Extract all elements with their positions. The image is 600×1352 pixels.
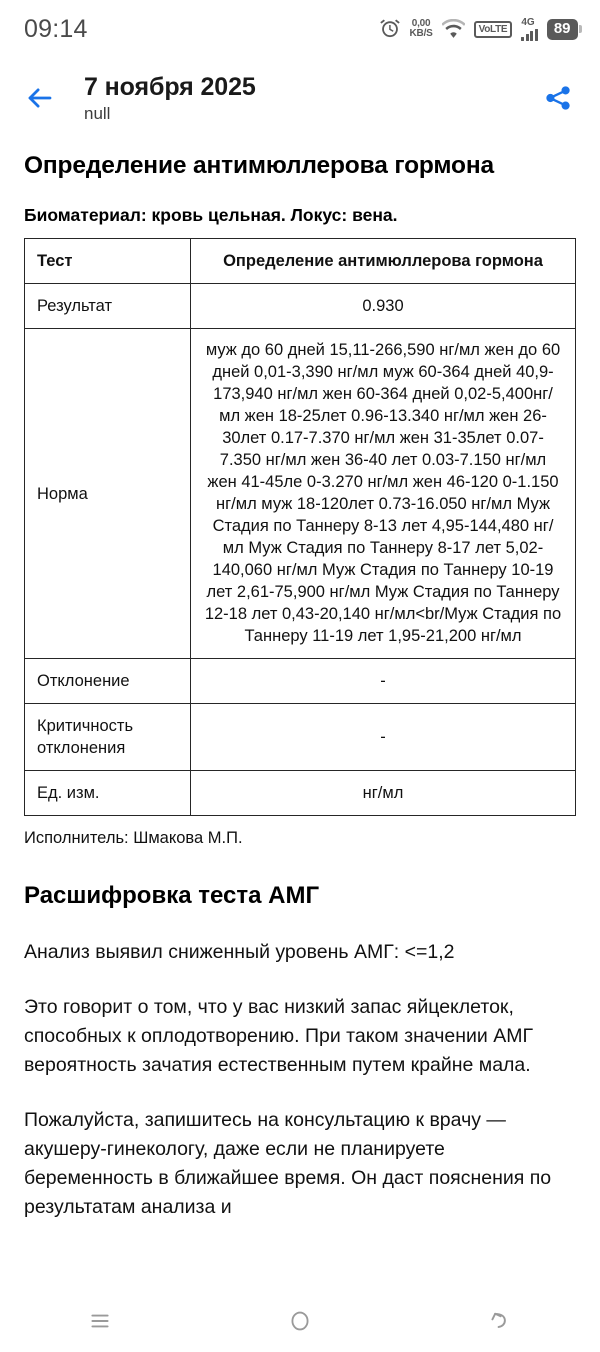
status-time: 09:14 bbox=[24, 14, 88, 43]
table-cell-value: нг/мл bbox=[191, 771, 576, 816]
back-button-nav[interactable] bbox=[460, 1298, 540, 1344]
arrow-left-icon bbox=[25, 83, 55, 113]
table-cell-value: - bbox=[191, 704, 576, 771]
interpretation-paragraph: Анализ выявил сниженный уровень АМГ: <=1,2 bbox=[24, 941, 455, 963]
volte-badge: VoLTE bbox=[474, 21, 513, 38]
performer-line: Исполнитель: Шмакова М.П. bbox=[24, 829, 243, 847]
table-row bbox=[25, 771, 576, 816]
battery-level: 89 bbox=[547, 19, 578, 40]
table-row bbox=[25, 659, 576, 704]
wifi-icon bbox=[442, 19, 465, 39]
table-row bbox=[25, 284, 576, 329]
back-button[interactable] bbox=[18, 76, 62, 120]
table-row bbox=[25, 704, 576, 771]
network-speed-unit: KB/S bbox=[409, 28, 433, 39]
page-title: 7 ноября 2025 bbox=[84, 73, 256, 101]
document-content bbox=[0, 151, 600, 1222]
circle-icon bbox=[287, 1308, 313, 1334]
table-cell-label: Тест bbox=[25, 239, 191, 284]
table-cell-value: муж до 60 дней 15,11-266,590 нг/мл жен до 60 дней 0,01-3,390 нг/мл муж 60-364 дней 40,9-173,940 нг/мл жен 60-364 дней 0,02-5,400нг/мл жен 18-25лет 0.96-13.340 нг/мл жен 26-30лет 0.17-7.370 нг/мл жен 31-35лет 0.07-7.350 нг/мл жен 36-40 лет 0.03-7.150 нг/мл жен 41-45ле 0-3.270 нг/мл жен 46-120 0-1.150 нг/мл муж 18-120лет 0.73-16.050 нг/мл Муж Стадия по Таннеру 8-13 лет 4,95-144,480 нг/мл Муж Стадия по Таннеру 8-17 лет 5,02-140,060 нг/мл Муж Стадия по Таннеру 10-19 лет 2,61-75,900 нг/мл Муж Стадия по Таннеру 12-18 лет 0,43-20,140 нг/мл<br/Муж Стадия по Таннеру 11-19 лет 1,95-21,200 нг/мл bbox=[191, 329, 576, 659]
back-arrow-icon bbox=[487, 1308, 513, 1334]
app-bar-titles bbox=[62, 70, 536, 125]
table-cell-value: - bbox=[191, 659, 576, 704]
share-button[interactable] bbox=[536, 76, 580, 120]
table-cell-label: Отклонение bbox=[25, 659, 191, 704]
table-row bbox=[25, 239, 576, 284]
document-title: Определение антимюллерова гормона bbox=[24, 152, 494, 179]
battery-tip bbox=[579, 25, 582, 33]
result-table bbox=[24, 238, 576, 816]
status-icons bbox=[379, 18, 582, 41]
result-table-body bbox=[25, 239, 576, 816]
home-button[interactable] bbox=[260, 1298, 340, 1344]
app-bar bbox=[0, 58, 600, 130]
table-cell-label: Критичность отклонения bbox=[25, 704, 191, 771]
biomaterial-line: Биоматериал: кровь цельная. Локус: вена. bbox=[24, 205, 398, 225]
android-navigation-bar bbox=[0, 1290, 600, 1352]
table-cell-value: Определение антимюллерова гормона bbox=[191, 239, 576, 284]
share-icon bbox=[544, 84, 572, 112]
interpretation-paragraph: Это говорит о том, что у вас низкий запас яйцеклеток, способных к оплодотворению. При таком значении АМГ вероятность зачатия естественным путем крайне мала. bbox=[24, 996, 534, 1076]
recents-button[interactable] bbox=[60, 1298, 140, 1344]
page-subtitle: null bbox=[84, 104, 111, 123]
table-cell-value: 0.930 bbox=[191, 284, 576, 329]
alarm-icon bbox=[379, 18, 401, 40]
battery-icon bbox=[547, 19, 582, 40]
network-type-label: 4G bbox=[521, 16, 535, 28]
signal-icon bbox=[521, 18, 538, 41]
table-cell-label: Ед. изм. bbox=[25, 771, 191, 816]
signal-bars bbox=[521, 29, 538, 41]
menu-icon bbox=[87, 1308, 113, 1334]
table-row bbox=[25, 329, 576, 659]
table-cell-label: Результат bbox=[25, 284, 191, 329]
network-speed bbox=[410, 19, 433, 39]
status-bar bbox=[0, 0, 600, 58]
interpretation-heading: Расшифровка теста АМГ bbox=[24, 882, 320, 909]
interpretation-paragraph: Пожалуйста, запишитесь на консультацию к врачу — акушеру-гинекологу, даже если не планируете беременность в ближайшее время. Он даст пояснения по результатам анализа и bbox=[24, 1109, 552, 1218]
network-speed-value: 0,00 bbox=[411, 18, 431, 29]
table-cell-label: Норма bbox=[25, 329, 191, 659]
